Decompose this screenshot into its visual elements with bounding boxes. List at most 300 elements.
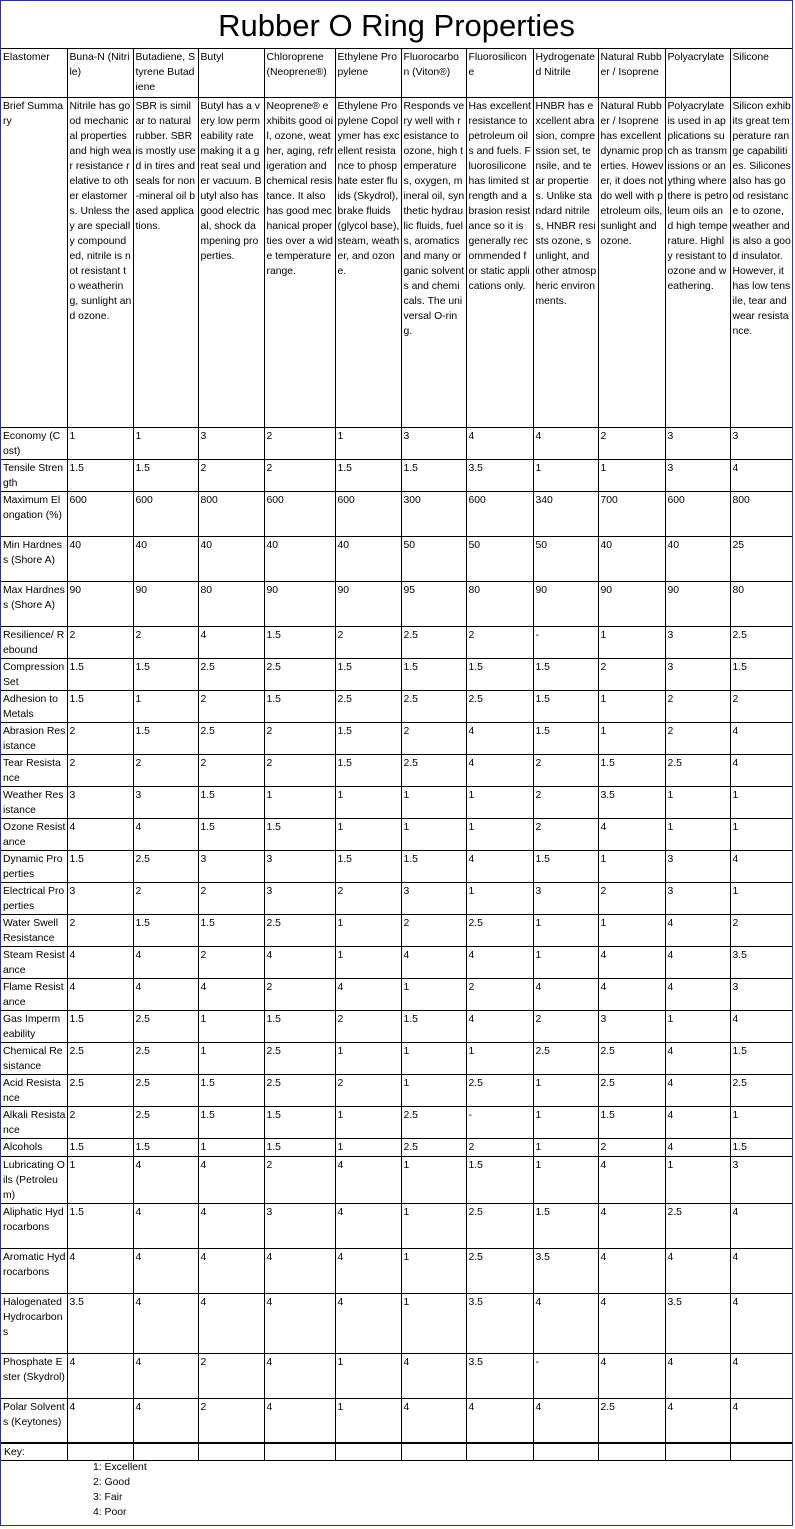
header-row	[1, 49, 792, 97]
column-header-elastomer: Elastomer	[1, 49, 67, 97]
table-cell: 1.5	[133, 1138, 198, 1156]
table-cell: 1	[598, 459, 665, 491]
row-header-chemical-resistance: Chemical Resistance	[1, 1042, 67, 1074]
table-cell: 1.5	[533, 658, 598, 690]
table-cell: 1	[198, 1138, 264, 1156]
table-cell: 2.5	[67, 1042, 133, 1074]
table-cell: 2	[335, 882, 401, 914]
table-cell: 4	[533, 978, 598, 1010]
table-cell: 1.5	[198, 818, 264, 850]
table-cell: 2	[133, 626, 198, 658]
table-cell: 4	[730, 1203, 792, 1248]
table-cell: 2	[133, 882, 198, 914]
table-cell: 4	[598, 1353, 665, 1398]
table-cell: 1	[598, 690, 665, 722]
table-cell: 4	[598, 818, 665, 850]
table-cell: 2.5	[466, 1248, 533, 1293]
table-cell: 1	[335, 427, 401, 459]
table-cell: 4	[665, 1042, 730, 1074]
table-cell: 2.5	[401, 690, 466, 722]
key-item: 1: Excellent	[93, 1462, 147, 1473]
table-cell: 1	[665, 786, 730, 818]
table-cell: 1	[730, 786, 792, 818]
table-cell: 4	[264, 1353, 335, 1398]
table-cell: 2	[598, 882, 665, 914]
table-cell: 3	[665, 427, 730, 459]
table-cell: 600	[466, 491, 533, 536]
row-header-alcohols: Alcohols	[1, 1138, 67, 1156]
table-cell: 1.5	[401, 1010, 466, 1042]
table-cell: 1	[335, 818, 401, 850]
column-header-natural-rubber-isoprene: Natural Rubber / Isoprene	[598, 49, 665, 97]
table-cell: 90	[264, 581, 335, 626]
table-cell: 4	[665, 1398, 730, 1443]
column-header-butadiene-styrene-butadiene: Butadiene, Styrene Butadiene	[133, 49, 198, 97]
table-cell: 2	[598, 427, 665, 459]
table-cell: 1.5	[198, 1106, 264, 1138]
table-cell: 2.5	[665, 754, 730, 786]
table-cell: 40	[67, 536, 133, 581]
table-cell: 50	[401, 536, 466, 581]
table-cell: 3	[665, 626, 730, 658]
table-cell: 4	[730, 1010, 792, 1042]
row-header-tear-resistance: Tear Resistance	[1, 754, 67, 786]
table-cell: -	[533, 626, 598, 658]
table-cell: 2	[264, 722, 335, 754]
column-header-buna-n-nitrile: Buna-N (Nitrile)	[67, 49, 133, 97]
table-row	[1, 1248, 792, 1293]
table-cell: 2	[264, 459, 335, 491]
table-cell: 2.5	[401, 754, 466, 786]
table-cell: 4	[466, 754, 533, 786]
table-row	[1, 459, 792, 491]
table-cell: 1.5	[335, 850, 401, 882]
table-cell: 4	[198, 1248, 264, 1293]
table-cell: 1.5	[401, 459, 466, 491]
table-cell: 2	[264, 427, 335, 459]
table-cell: 800	[198, 491, 264, 536]
table-cell: 4	[533, 1398, 598, 1443]
row-header-flame-resistance: Flame Resistance	[1, 978, 67, 1010]
table-cell: 4	[730, 850, 792, 882]
table-cell: 4	[335, 1203, 401, 1248]
table-cell: 3	[665, 850, 730, 882]
table-cell: 1	[198, 1042, 264, 1074]
row-header-ozone-resistance: Ozone Resistance	[1, 818, 67, 850]
table-cell: 3	[730, 978, 792, 1010]
table-cell: 2.5	[665, 1203, 730, 1248]
key-item: 3: Fair	[93, 1492, 123, 1503]
table-cell: 1.5	[335, 658, 401, 690]
table-cell: 4	[730, 1398, 792, 1443]
table-cell: 4	[665, 946, 730, 978]
table-cell: 1.5	[730, 658, 792, 690]
row-header-water-swell-resistance: Water Swell Resistance	[1, 914, 67, 946]
table-cell: 4	[466, 722, 533, 754]
row-header-adhesion-to-metals: Adhesion to Metals	[1, 690, 67, 722]
table-cell: 1	[335, 946, 401, 978]
table-cell: 50	[533, 536, 598, 581]
table-cell: 4	[67, 978, 133, 1010]
table-cell: 4	[466, 1398, 533, 1443]
table-cell: 1.5	[533, 690, 598, 722]
key-item: 2: Good	[93, 1477, 130, 1488]
row-header-phosphate-ester-skydrol: Phosphate Ester (Skydrol)	[1, 1353, 67, 1398]
table-cell: 4	[133, 818, 198, 850]
table-cell: 2	[335, 1010, 401, 1042]
table-cell: 1.5	[466, 1156, 533, 1203]
table-cell: 2	[598, 1138, 665, 1156]
row-header-aromatic-hydrocarbons: Aromatic Hydrocarbons	[1, 1248, 67, 1293]
key-item: 4: Poor	[93, 1507, 127, 1518]
column-header-chloroprene-neoprene: Chloroprene (Neoprene®)	[264, 49, 335, 97]
table-cell: 1.5	[264, 690, 335, 722]
table-cell: 1.5	[67, 1138, 133, 1156]
table-cell: 4	[665, 978, 730, 1010]
table-cell: 3.5	[730, 946, 792, 978]
table-cell: 1.5	[401, 850, 466, 882]
table-cell: 2	[466, 626, 533, 658]
table-row	[1, 914, 792, 946]
table-cell: 1.5	[67, 690, 133, 722]
table-cell: 3.5	[665, 1293, 730, 1353]
table-cell: 2.5	[335, 690, 401, 722]
table-cell: 2	[264, 754, 335, 786]
column-header-butyl: Butyl	[198, 49, 264, 97]
table-cell: 1	[466, 818, 533, 850]
table-cell: 2	[401, 914, 466, 946]
column-header-silicone: Silicone	[730, 49, 792, 97]
table-cell: 1	[67, 1156, 133, 1203]
table-row	[1, 97, 792, 427]
table-cell: 1	[335, 1106, 401, 1138]
table-row	[1, 581, 792, 626]
table-cell: 2	[198, 754, 264, 786]
table-cell: 4	[198, 1203, 264, 1248]
table-cell: 40	[264, 536, 335, 581]
table-cell: 25	[730, 536, 792, 581]
table-cell: 1.5	[198, 914, 264, 946]
table-cell: 2	[533, 786, 598, 818]
table-cell: 1.5	[264, 626, 335, 658]
table-cell: 1	[401, 978, 466, 1010]
row-header-resilience-rebound: Resilience/ Rebound	[1, 626, 67, 658]
table-cell: 4	[335, 1293, 401, 1353]
table-cell: 90	[67, 581, 133, 626]
row-header-maximum-elongation: Maximum Elongation (%)	[1, 491, 67, 536]
table-cell: 80	[198, 581, 264, 626]
table-cell: 1	[466, 1042, 533, 1074]
table-cell: 90	[533, 581, 598, 626]
table-cell: 1.5	[533, 1203, 598, 1248]
table-cell: 4	[598, 1248, 665, 1293]
table-cell: 90	[598, 581, 665, 626]
table-cell: 1	[133, 690, 198, 722]
table-cell: 2	[198, 1353, 264, 1398]
table-cell: 40	[665, 536, 730, 581]
column-header-fluorosilicone: Fluorosilicone	[466, 49, 533, 97]
table-cell: 4	[730, 754, 792, 786]
table-cell: 2.5	[401, 1106, 466, 1138]
table-cell: 50	[466, 536, 533, 581]
table-cell: 4	[264, 946, 335, 978]
table-cell: 2.5	[598, 1042, 665, 1074]
table-cell: 1	[466, 786, 533, 818]
table-cell: 3	[730, 1156, 792, 1203]
table-cell: 4	[335, 1248, 401, 1293]
table-cell: 1	[533, 1074, 598, 1106]
table-cell: 1	[401, 1074, 466, 1106]
table-cell: 40	[198, 536, 264, 581]
table-cell: 4	[401, 1353, 466, 1398]
legend-key	[1, 1442, 792, 1526]
table-cell: 4	[730, 722, 792, 754]
table-cell: 4	[133, 1248, 198, 1293]
table-cell: 3.5	[466, 1353, 533, 1398]
table-cell: 700	[598, 491, 665, 536]
table-cell: 1	[335, 1042, 401, 1074]
table-cell: 1	[67, 427, 133, 459]
table-cell: 4	[67, 1398, 133, 1443]
table-cell: 40	[133, 536, 198, 581]
table-cell: 1	[401, 786, 466, 818]
table-cell: 3	[665, 882, 730, 914]
table-cell: 4	[133, 1156, 198, 1203]
table-cell: 2.5	[67, 1074, 133, 1106]
table-cell: 600	[133, 491, 198, 536]
table-cell: 1	[730, 818, 792, 850]
table-row	[1, 1353, 792, 1398]
table-cell: 2.5	[401, 626, 466, 658]
table-cell: 90	[133, 581, 198, 626]
table-cell: 4	[67, 818, 133, 850]
row-header-halogenated-hydrocarbons: Halogenated Hydrocarbons	[1, 1293, 67, 1353]
table-row	[1, 1203, 792, 1248]
table-cell: 2.5	[401, 1138, 466, 1156]
table-cell: 2.5	[466, 914, 533, 946]
table-cell: 1.5	[598, 1106, 665, 1138]
table-row	[1, 427, 792, 459]
table-cell: 3	[401, 427, 466, 459]
table-cell: 1.5	[198, 1074, 264, 1106]
table-cell: 1.5	[67, 1010, 133, 1042]
table-cell: 4	[466, 850, 533, 882]
table-cell: 1	[133, 427, 198, 459]
table-cell: 3	[264, 850, 335, 882]
table-cell: 300	[401, 491, 466, 536]
row-header-aliphatic-hydrocarbons: Aliphatic Hydrocarbons	[1, 1203, 67, 1248]
row-header-abrasion-resistance: Abrasion Resistance	[1, 722, 67, 754]
table-cell: 3	[665, 658, 730, 690]
table-row	[1, 1293, 792, 1353]
table-cell: 4	[67, 946, 133, 978]
table-cell: HNBR has excellent abrasion, compression set, tensile, and tear properties. Unlike standard nitriles, HNBR resists ozone, sunlight, and other atmospheric environments.	[533, 97, 598, 427]
table-cell: 2	[133, 754, 198, 786]
table-row	[1, 786, 792, 818]
table-cell: 2.5	[264, 1074, 335, 1106]
table-cell: 2.5	[730, 1074, 792, 1106]
table-cell: 2.5	[466, 1074, 533, 1106]
table-cell: 3.5	[466, 1293, 533, 1353]
table-cell: 4	[665, 1138, 730, 1156]
table-cell: 1	[533, 1156, 598, 1203]
table-cell: 1	[401, 1293, 466, 1353]
table-cell: 600	[264, 491, 335, 536]
table-cell: 2.5	[133, 1074, 198, 1106]
table-row	[1, 1042, 792, 1074]
table-row	[1, 491, 792, 536]
table-cell: 2	[264, 1156, 335, 1203]
table-cell: 1	[598, 626, 665, 658]
key-label: Key:	[4, 1447, 25, 1458]
table-cell: 4	[665, 1106, 730, 1138]
table-cell: 1	[335, 786, 401, 818]
table-cell: 3	[67, 882, 133, 914]
table-cell: 1	[401, 1203, 466, 1248]
table-cell: 1	[335, 1353, 401, 1398]
table-cell: 1	[665, 1156, 730, 1203]
table-cell: 2	[730, 690, 792, 722]
table-cell: Ethylene Propylene Copolymer has excellent resistance to phosphate ester fluids (Skydrol), brake fluids (glycol base), steam, weather, and ozone.	[335, 97, 401, 427]
table-cell: 600	[665, 491, 730, 536]
table-cell: 1	[335, 1138, 401, 1156]
table-cell: 4	[598, 946, 665, 978]
table-cell: Responds very well with resistance to ozone, high temperatures, oxygen, mineral oil, synthetic hydraulic fluids, fuels, aromatics and many organic solvents and chemicals. The universal O-ring.	[401, 97, 466, 427]
table-row	[1, 850, 792, 882]
table-cell: 2	[264, 978, 335, 1010]
row-header-acid-resistance: Acid Resistance	[1, 1074, 67, 1106]
row-header-steam-resistance: Steam Resistance	[1, 946, 67, 978]
table-cell: 2	[198, 690, 264, 722]
table-cell: -	[466, 1106, 533, 1138]
table-cell: Silicon exhibits great temperature range capabilities. Silicones also has good resistance to ozone, weather and is also a good insulator. However, it has low tensile, tear and wear resistance.	[730, 97, 792, 427]
table-cell: 2.5	[598, 1398, 665, 1443]
table-cell: 3	[264, 1203, 335, 1248]
table-row	[1, 536, 792, 581]
table-cell: 4	[264, 1398, 335, 1443]
table-cell: 1.5	[67, 459, 133, 491]
table-cell: 1.5	[133, 658, 198, 690]
table-cell: 4	[730, 1353, 792, 1398]
table-cell: 40	[335, 536, 401, 581]
table-cell: 3	[401, 882, 466, 914]
column-header-fluorocarbon-viton: Fluorocarbon (Viton®)	[401, 49, 466, 97]
row-header-compression-set: Compression Set	[1, 658, 67, 690]
table-cell: 2	[466, 1138, 533, 1156]
table-row	[1, 626, 792, 658]
table-cell: 1.5	[264, 1138, 335, 1156]
table-cell: 2.5	[133, 1042, 198, 1074]
table-cell: 4	[533, 427, 598, 459]
table-cell: 4	[466, 946, 533, 978]
row-header-weather-resistance: Weather Resistance	[1, 786, 67, 818]
table-cell: 1.5	[466, 658, 533, 690]
table-cell: 2.5	[264, 1042, 335, 1074]
table-cell: Has excellent resistance to petroleum oils and fuels. Fluorosilicone has limited strength and abrasion resistance so it is generally recommended for static applications only.	[466, 97, 533, 427]
table-row	[1, 722, 792, 754]
row-header-gas-impermeability: Gas Impermeability	[1, 1010, 67, 1042]
table-cell: 1	[401, 1156, 466, 1203]
table-cell: 2	[598, 658, 665, 690]
table-row	[1, 978, 792, 1010]
table-cell: 4	[133, 1353, 198, 1398]
table-cell: 2	[533, 818, 598, 850]
table-cell: 2	[67, 722, 133, 754]
table-cell: 4	[133, 978, 198, 1010]
table-cell: 95	[401, 581, 466, 626]
table-cell: Polyacrylate is used in applications such as transmissions or anything where there is petroleum oils and high temperature. Highly resistant to ozone and weathering.	[665, 97, 730, 427]
table-cell: 80	[466, 581, 533, 626]
table-cell: 1	[335, 1398, 401, 1443]
table-cell: 4	[598, 1293, 665, 1353]
table-cell: 3.5	[67, 1293, 133, 1353]
table-cell: 1.5	[67, 1203, 133, 1248]
table-cell: 1	[533, 946, 598, 978]
table-row	[1, 690, 792, 722]
table-cell: 1.5	[133, 459, 198, 491]
table-cell: 1.5	[133, 914, 198, 946]
table-cell: Nitrile has good mechanical properties and high wear resistance relative to other elastomers. Unless they are specially compounded, nitrile is not resistant to weathering, sunlight and ozone.	[67, 97, 133, 427]
table-cell: 4	[133, 1398, 198, 1443]
table-cell: 4	[533, 1293, 598, 1353]
table-cell: 1	[533, 459, 598, 491]
table-cell: 1	[665, 1010, 730, 1042]
table-cell: 1	[598, 722, 665, 754]
page-title: Rubber O Ring Properties	[1, 1, 792, 49]
table-row	[1, 1010, 792, 1042]
table-cell: 1.5	[264, 1010, 335, 1042]
table-cell: 80	[730, 581, 792, 626]
row-header-max-hardness-shore-a: Max Hardness (Shore A)	[1, 581, 67, 626]
table-cell: 1.5	[67, 850, 133, 882]
table-cell: 1	[533, 1138, 598, 1156]
table-cell: 2.5	[198, 658, 264, 690]
table-cell: 1	[198, 1010, 264, 1042]
table-cell: 2	[665, 722, 730, 754]
table-cell: 4	[335, 978, 401, 1010]
table-cell: 1.5	[533, 722, 598, 754]
table-cell: 340	[533, 491, 598, 536]
table-cell: 1	[730, 882, 792, 914]
table-cell: 1.5	[401, 658, 466, 690]
table-cell: Neoprene® exhibits good oil, ozone, weather, aging, refrigeration and chemical resistance. It also has good mechanical properties over a wide temperature range.	[264, 97, 335, 427]
table-cell: 4	[598, 1156, 665, 1203]
table-row	[1, 818, 792, 850]
table-cell: SBR is similar to natural rubber. SBR is mostly used in tires and seals for non-mineral oil based applications.	[133, 97, 198, 427]
table-cell: 1	[466, 882, 533, 914]
row-header-min-hardness-shore-a: Min Hardness (Shore A)	[1, 536, 67, 581]
table-cell: 1.5	[133, 722, 198, 754]
table-row	[1, 946, 792, 978]
table-cell: 1	[401, 1248, 466, 1293]
table-cell: 4	[401, 946, 466, 978]
table-cell: 4	[665, 1353, 730, 1398]
table-cell: 4	[264, 1293, 335, 1353]
table-cell: 2.5	[133, 1010, 198, 1042]
table-cell: 4	[67, 1248, 133, 1293]
table-cell: 4	[466, 1010, 533, 1042]
table-cell: 2	[67, 1106, 133, 1138]
table-cell: 4	[665, 914, 730, 946]
table-cell: 4	[665, 1074, 730, 1106]
table-cell: 2	[466, 978, 533, 1010]
table-cell: 600	[335, 491, 401, 536]
table-cell: 4	[665, 1248, 730, 1293]
row-header-polar-solvents-keytones: Polar Solvents (Keytones)	[1, 1398, 67, 1443]
table-cell: 3.5	[533, 1248, 598, 1293]
properties-table	[1, 49, 792, 1461]
table-cell: 1	[598, 850, 665, 882]
